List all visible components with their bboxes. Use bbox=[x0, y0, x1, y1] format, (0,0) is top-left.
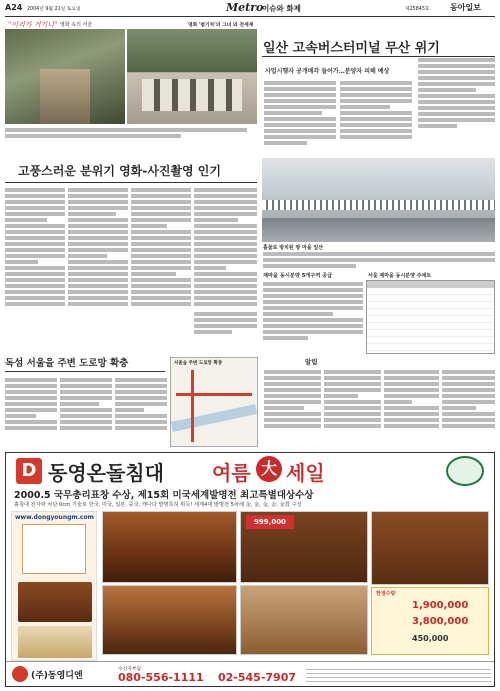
ad-award-seal bbox=[446, 456, 484, 486]
ad-subline-1: 2000.5 국무총리표창 수상, 제15회 미국세계발명전 최고특별대상수상 bbox=[14, 490, 314, 501]
ad-product-bed-2[interactable] bbox=[102, 585, 237, 655]
film-headline: 고풍스러운 분위기 영화-사진촬영 인기 bbox=[18, 164, 221, 178]
ad-store-label: 한정수량 bbox=[376, 591, 396, 597]
ad-logo-badge bbox=[16, 458, 42, 484]
masthead bbox=[0, 0, 500, 16]
ad-price-panel bbox=[371, 587, 489, 655]
terminal-subhead: 사업시행자 공개매각 들어가…분양자 피해 예상 bbox=[265, 68, 390, 75]
ad-product-bed-4[interactable] bbox=[371, 511, 489, 585]
seoul-rule bbox=[5, 371, 165, 372]
note-body-col2 bbox=[324, 368, 381, 446]
terminal-photo bbox=[262, 158, 495, 242]
ad-price-2: 3,800,000 bbox=[412, 616, 469, 627]
ad-brand-footer: (주)동영디엔 bbox=[31, 671, 83, 681]
issue-date: 2004년 9월 21일 토요일 bbox=[27, 6, 81, 12]
ad-hotline-label: 수신자부담 bbox=[118, 667, 142, 672]
masthead-rule bbox=[5, 16, 495, 17]
ad-price-small: 450,000 bbox=[412, 634, 449, 643]
film-box-title: 영화 '범기차'의 그녀 와 전세재 bbox=[188, 23, 254, 28]
ad-phone-1[interactable]: 080-556-1111 bbox=[118, 671, 204, 684]
issue-number: 제25845호 bbox=[405, 6, 430, 12]
table-header bbox=[367, 281, 494, 288]
map-river bbox=[171, 404, 257, 432]
terminal-caption-body bbox=[263, 250, 495, 268]
ad-product-sofa[interactable] bbox=[240, 585, 368, 655]
photo-road bbox=[262, 218, 495, 242]
section-logo: Metro bbox=[226, 1, 264, 14]
film-body-col2 bbox=[68, 186, 128, 346]
note-body-col3 bbox=[384, 368, 439, 446]
terminal-headline: 일산 고속버스터미널 무산 위기 bbox=[263, 41, 440, 56]
ad-logo-initial: D bbox=[21, 460, 37, 481]
map-road bbox=[191, 370, 194, 442]
ad-promo-1: 여름 bbox=[212, 461, 251, 485]
film-photo-caption bbox=[5, 126, 257, 138]
page-number: A24 bbox=[5, 3, 23, 12]
ad-bed-thumb bbox=[18, 582, 92, 622]
map-road bbox=[176, 393, 252, 396]
photo-fence bbox=[262, 200, 495, 210]
film-kicker: "이리가 거기니" bbox=[8, 21, 58, 29]
allotment-table bbox=[366, 280, 495, 354]
seoul-body-col1 bbox=[5, 376, 57, 446]
film-rule bbox=[5, 182, 257, 183]
photo-stairs bbox=[40, 69, 90, 124]
table-title: 서울 제마을 동시분양 주에트 bbox=[368, 273, 432, 279]
note-body-col1 bbox=[264, 368, 321, 446]
ad-product-bed-1[interactable] bbox=[102, 511, 237, 583]
section-name: 이슈와 화제 bbox=[262, 4, 301, 13]
film-body-col3 bbox=[131, 186, 191, 346]
terminal-sub-body bbox=[263, 280, 363, 354]
seoul-body-col3 bbox=[115, 376, 167, 446]
terminal-sub-title: 재마을 동시분양 5개구역 공급 bbox=[263, 273, 333, 279]
film-body-col1 bbox=[5, 186, 65, 346]
paper-name: 동아일보 bbox=[450, 3, 481, 12]
ad-footer bbox=[6, 661, 495, 687]
seoul-map-label: 서울숲 주변 도로망 확충 bbox=[174, 361, 223, 366]
ad-award-thumb bbox=[18, 626, 92, 658]
ad-price-badge bbox=[246, 515, 294, 529]
ad-price-1: 1,900,000 bbox=[412, 600, 469, 611]
photo-arches bbox=[142, 79, 242, 111]
ad-url[interactable]: www.dongyoungm.com bbox=[15, 514, 94, 521]
film-photo-street bbox=[5, 29, 125, 124]
note-label: 알림 bbox=[305, 358, 318, 366]
film-photo-building bbox=[127, 29, 257, 124]
seoul-body-col2 bbox=[60, 376, 112, 446]
ad-promo-big: 大 bbox=[260, 459, 277, 478]
ad-subline-2: 흙침대 전자파 차단 0cm 기술로 한국, 미국, 일본, 중국, 캐나다 발명특허 획득! 세계4대 발명전 5차례 金, 金, 金, 金, 金賞 수상 bbox=[14, 502, 302, 508]
ad-company: 동영온돌침대 bbox=[48, 461, 164, 485]
seoul-headline: 독섬 서울을 주변 도로망 확충 bbox=[5, 358, 129, 369]
film-kicker-sub: 영화 속의 서울 bbox=[60, 22, 93, 28]
seoul-map bbox=[170, 357, 258, 447]
ad-certificate bbox=[22, 524, 86, 574]
advertisement[interactable] bbox=[5, 452, 495, 687]
ad-price-badge-value: 999,000 bbox=[254, 518, 286, 526]
film-side-caption bbox=[194, 310, 257, 348]
ad-left-panel bbox=[11, 511, 97, 661]
note-body-col4 bbox=[442, 368, 495, 446]
terminal-photo-caption: 흉물로 방치된 땅 마을 일산 bbox=[263, 245, 324, 251]
terminal-body-col3 bbox=[418, 56, 495, 156]
ad-footer-logo-badge bbox=[12, 666, 28, 682]
ad-promo-2: 세일 bbox=[286, 461, 325, 485]
ad-promo-badge bbox=[256, 456, 282, 482]
ad-phone-2[interactable]: 02-545-7907 bbox=[218, 671, 297, 684]
ad-store-list bbox=[306, 666, 491, 684]
